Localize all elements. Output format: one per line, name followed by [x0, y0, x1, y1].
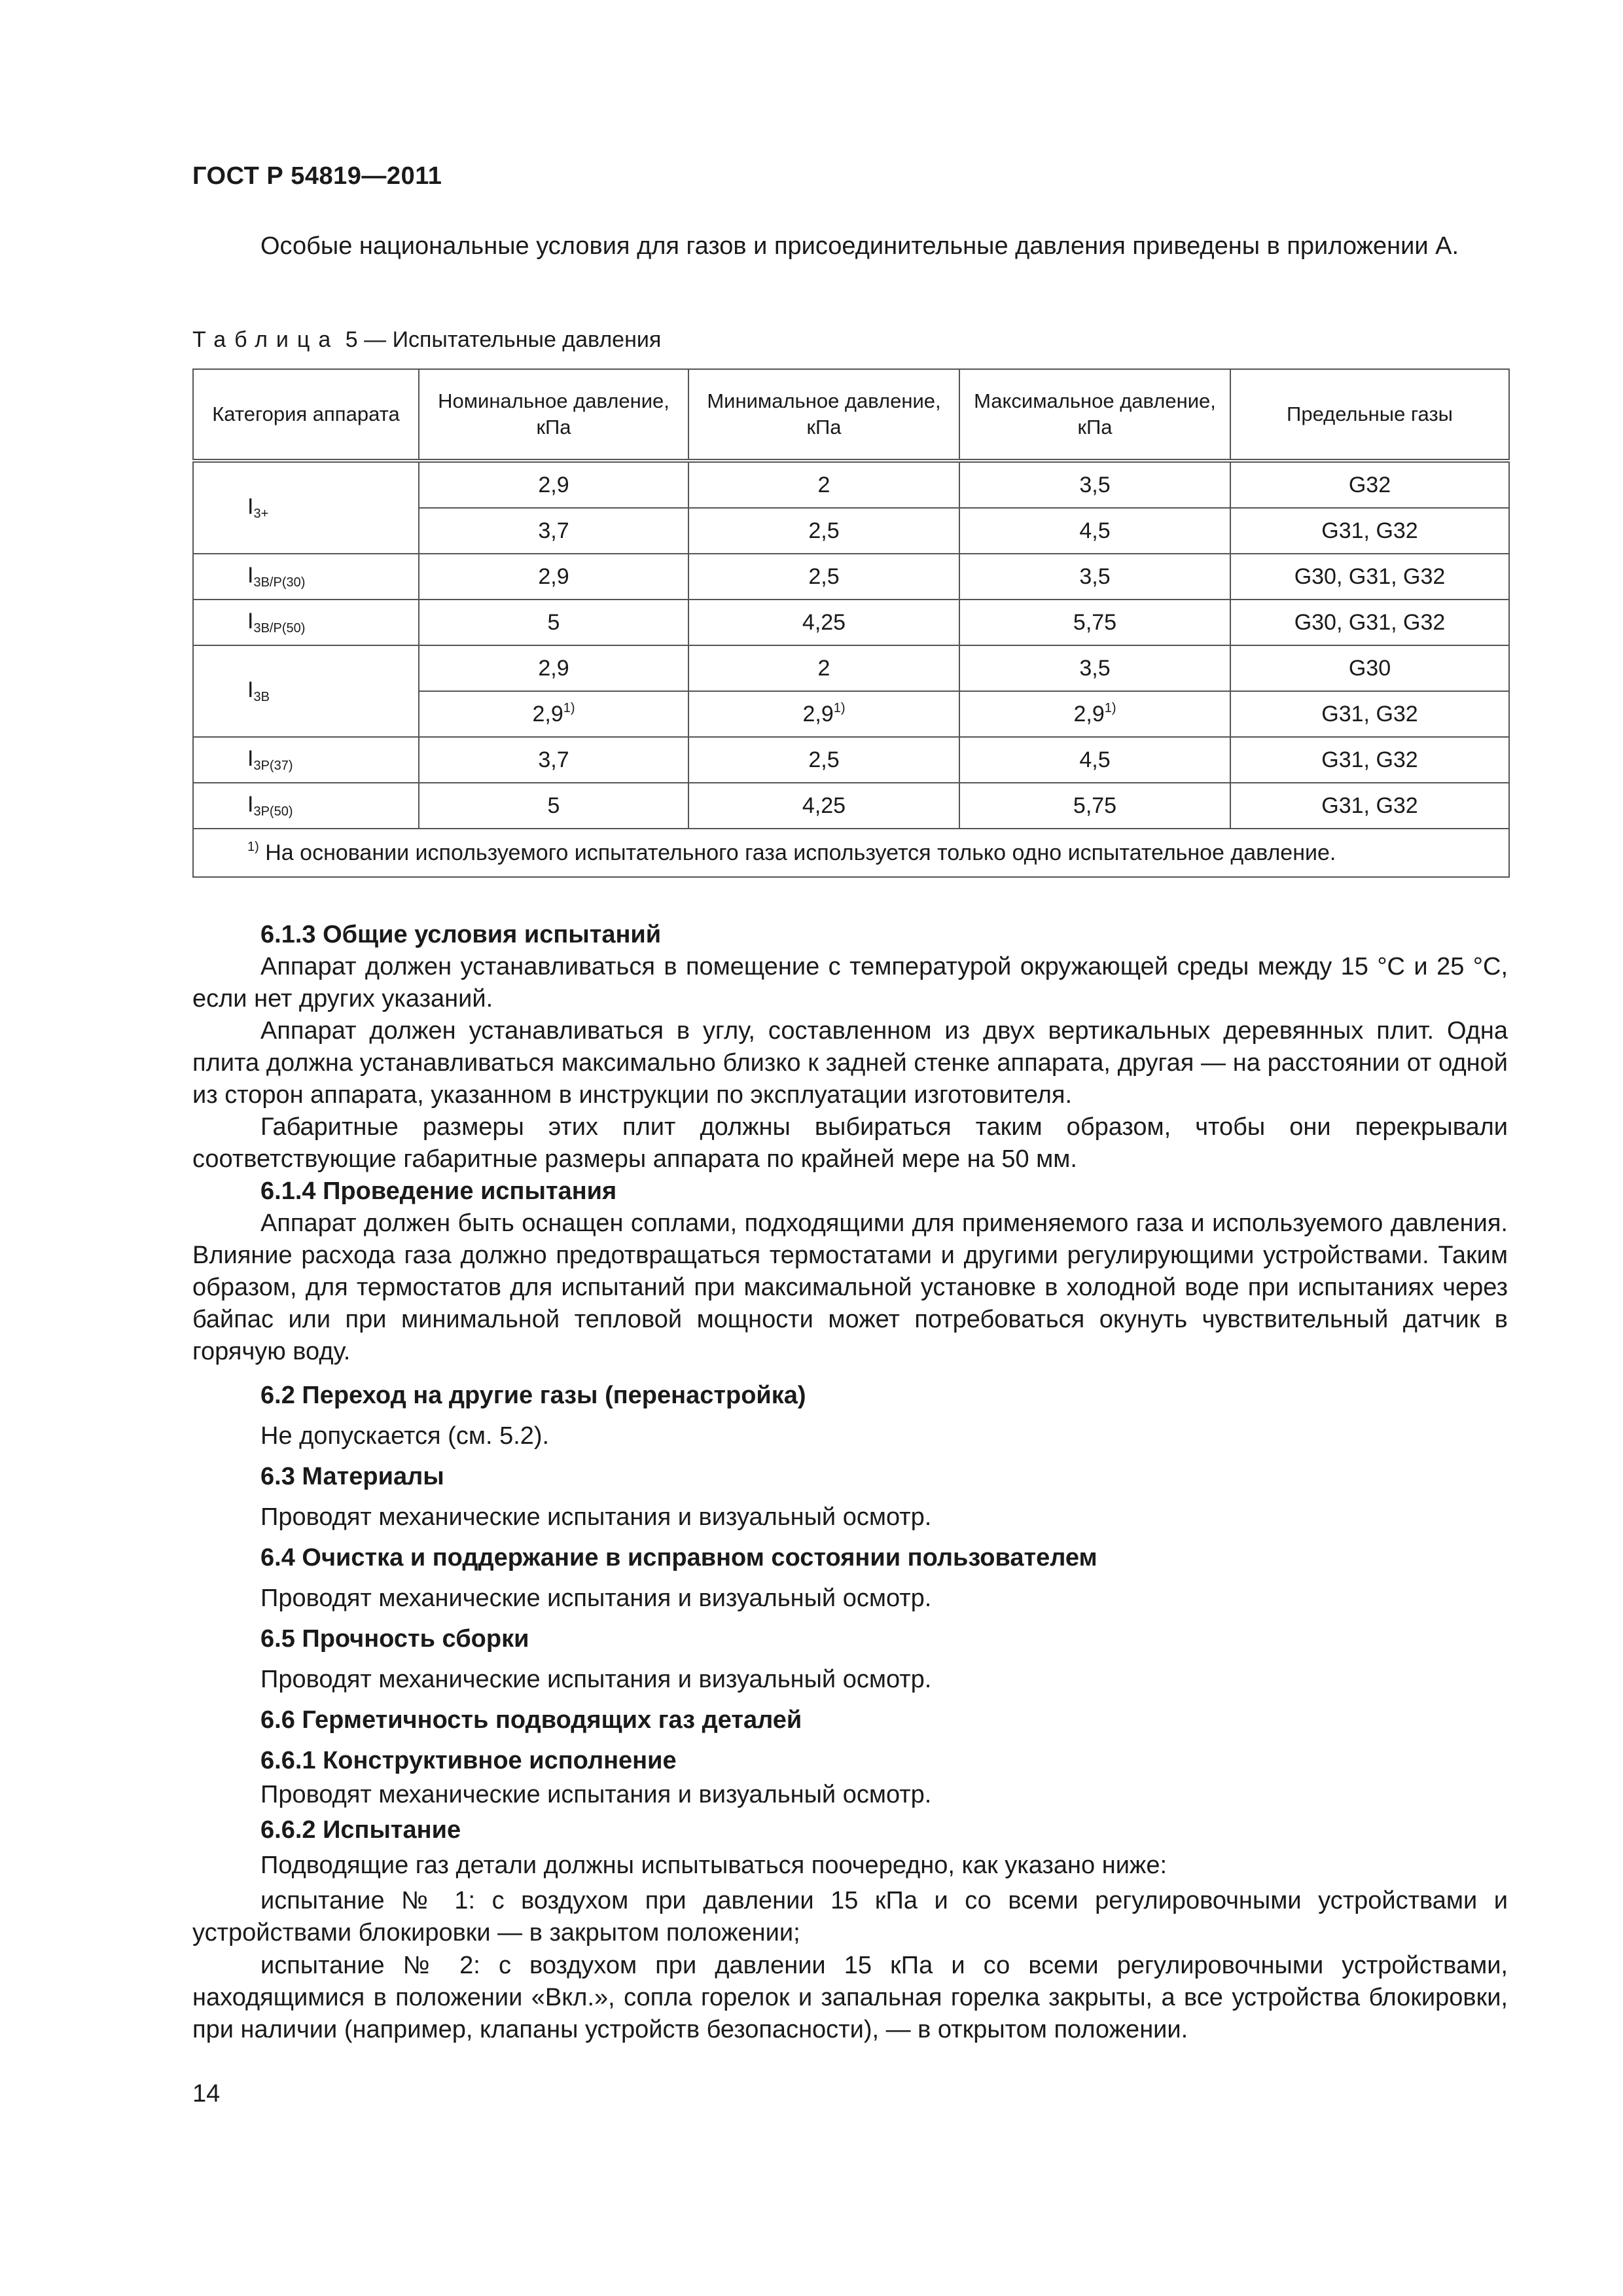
- table-cell: 5,75: [959, 783, 1230, 829]
- table-row: [193, 737, 1509, 783]
- paragraph: Проводят механические испытания и визуальный осмотр.: [260, 1585, 932, 1612]
- intro-paragraph: Особые национальные условия для газов и присоединительные давления приведены в приложении А.: [260, 232, 1459, 260]
- category-cell: $I_{3B/P(50)}$: [193, 600, 419, 645]
- section-heading-6-6: 6.6 Герметичность подводящих газ деталей: [260, 1706, 802, 1734]
- category-cell: $I_{3B}$: [193, 645, 419, 737]
- section-heading-6-4: 6.4 Очистка и поддержание в исправном состоянии пользователем: [260, 1544, 1097, 1571]
- table-cell: 4,25: [688, 783, 959, 829]
- category-cell: $I_{3B/P(30)}$: [193, 554, 419, 600]
- table-cell: G31, G32: [1230, 508, 1509, 554]
- table-row: [193, 645, 1509, 691]
- paragraph: Подводящие газ детали должны испытываться поочередно, как указано ниже:: [260, 1852, 1168, 1879]
- table-cell: 2,9: [419, 554, 688, 600]
- table-caption-label: Таблица: [192, 327, 340, 352]
- section-heading-6-3: 6.3 Материалы: [260, 1463, 444, 1490]
- test-pressures-table: [192, 368, 1510, 878]
- table-footnote-row: [193, 829, 1509, 877]
- table-cell: G30, G31, G32: [1230, 554, 1509, 600]
- table-caption: [192, 327, 661, 353]
- table-row: [193, 554, 1509, 600]
- table-cell: 2,5: [688, 508, 959, 554]
- table-cell: 4,25: [688, 600, 959, 645]
- table-row: [193, 783, 1509, 829]
- paragraph: Аппарат должен устанавливаться в помещение с температурой окружающей среды между 15 °С и 25 °С, если нет других указаний.: [192, 953, 1508, 1013]
- section-heading-6-5: 6.5 Прочность сборки: [260, 1625, 529, 1653]
- category-cell: $I_{3P(50)}$: [193, 783, 419, 829]
- footnote-ref: 1): [1104, 701, 1116, 715]
- table-cell: G31, G32: [1230, 783, 1509, 829]
- section-heading-6-6-1: 6.6.1 Конструктивное исполнение: [260, 1747, 677, 1774]
- table-cell: G30, G31, G32: [1230, 600, 1509, 645]
- table-cell: G32: [1230, 461, 1509, 508]
- table-cell: 5,75: [959, 600, 1230, 645]
- document-code: ГОСТ Р 54819—2011: [192, 162, 442, 190]
- paragraph: Не допускается (см. 5.2).: [260, 1422, 550, 1450]
- table-cell: 2,9: [419, 645, 688, 691]
- table-cell: 3,7: [419, 508, 688, 554]
- paragraph: Проводят механические испытания и визуальный осмотр.: [260, 1503, 932, 1531]
- test-1-paragraph: испытание № 1: с воздухом при давлении 15 кПа и со всеми регулировочными устройствами и устройствами блокировки — в закрытом положении;: [192, 1887, 1508, 1946]
- table-cell: 3,5: [959, 554, 1230, 600]
- table-cell: 2,9: [419, 461, 688, 508]
- table-cell: 3,5: [959, 645, 1230, 691]
- table-cell: 4,5: [959, 737, 1230, 783]
- column-header: Минимальное давление, кПа: [688, 369, 959, 461]
- section-heading-6-1-4: 6.1.4 Проведение испытания: [260, 1177, 617, 1205]
- table-row: [193, 461, 1509, 508]
- table-cell: G31, G32: [1230, 737, 1509, 783]
- footnote-ref: 1): [563, 701, 575, 715]
- category-cell: $I_{3P(37)}$: [193, 737, 419, 783]
- section-heading-6-1-3: 6.1.3 Общие условия испытаний: [260, 921, 662, 948]
- table-cell: 5: [419, 600, 688, 645]
- table-cell: 2,5: [688, 737, 959, 783]
- test-2-paragraph: испытание № 2: с воздухом при давлении 15 кПа и со всеми регулировочными устройствами, находящимися в положении «Вкл.», сопла горелок и запальная горелка закрыты, а все устройства блокировки, при наличии (например, клапаны устройств безопасности), — в открытом положении.: [192, 1952, 1508, 2043]
- table-cell: 2,5: [688, 554, 959, 600]
- section-heading-6-6-2: 6.6.2 Испытание: [260, 1816, 461, 1844]
- table-cell: 2,9$^{1)}$: [419, 691, 688, 737]
- category-cell: $I_{3+}$: [193, 461, 419, 554]
- paragraph: Аппарат должен быть оснащен соплами, подходящими для применяемого газа и используемого давления. Влияние расхода газа должно предотвращаться термостатами и другими регулирующими устройствами. Таким образом, для термостатов для испытаний при максимальной установке в холодной воде при испытаниях через байпас или при минимальной тепловой мощности может потребоваться окунуть чувствительный датчик в горячую воду.: [192, 1210, 1508, 1365]
- table-cell: G31, G32: [1230, 691, 1509, 737]
- column-header: Номинальное давление, кПа: [419, 369, 688, 461]
- paragraph: Аппарат должен устанавливаться в углу, составленном из двух вертикальных деревянных плит. Одна плита должна устанавливаться максимально близко к задней стенке аппарата, другая — на расстоянии от одной из сторон аппарата, указанном в инструкции по эксплуатации изготовителя.: [192, 1017, 1508, 1109]
- table-cell: 2: [688, 645, 959, 691]
- footnote-ref: 1): [833, 701, 846, 715]
- table-cell: 4,5: [959, 508, 1230, 554]
- table-row: [193, 600, 1509, 645]
- column-header: Максимальное давление, кПа: [959, 369, 1230, 461]
- table-cell: 3,5: [959, 461, 1230, 508]
- table-caption-title: 5 — Испытательные давления: [345, 327, 662, 352]
- page-number: 14: [192, 2080, 221, 2108]
- column-header: Предельные газы: [1230, 369, 1509, 461]
- table-cell: 3,7: [419, 737, 688, 783]
- column-header: Категория аппарата: [193, 369, 419, 461]
- table-cell: G30: [1230, 645, 1509, 691]
- paragraph: Проводят механические испытания и визуальный осмотр.: [260, 1666, 932, 1693]
- table-cell: 2,9$^{1)}$: [688, 691, 959, 737]
- table-cell: 2,9$^{1)}$: [959, 691, 1230, 737]
- paragraph: Габаритные размеры этих плит должны выбираться таким образом, чтобы они перекрывали соответствующие габаритные размеры аппарата по крайней мере на 50 мм.: [192, 1113, 1508, 1173]
- table-footnote: $^{1)}$ На основании используемого испытательного газа используется только одно испытательное давление.: [193, 829, 1509, 877]
- section-heading-6-2: 6.2 Переход на другие газы (перенастройка): [260, 1382, 806, 1409]
- table-cell: 2: [688, 461, 959, 508]
- paragraph: Проводят механические испытания и визуальный осмотр.: [260, 1781, 932, 1808]
- table-header-row: [193, 369, 1509, 461]
- table-cell: 5: [419, 783, 688, 829]
